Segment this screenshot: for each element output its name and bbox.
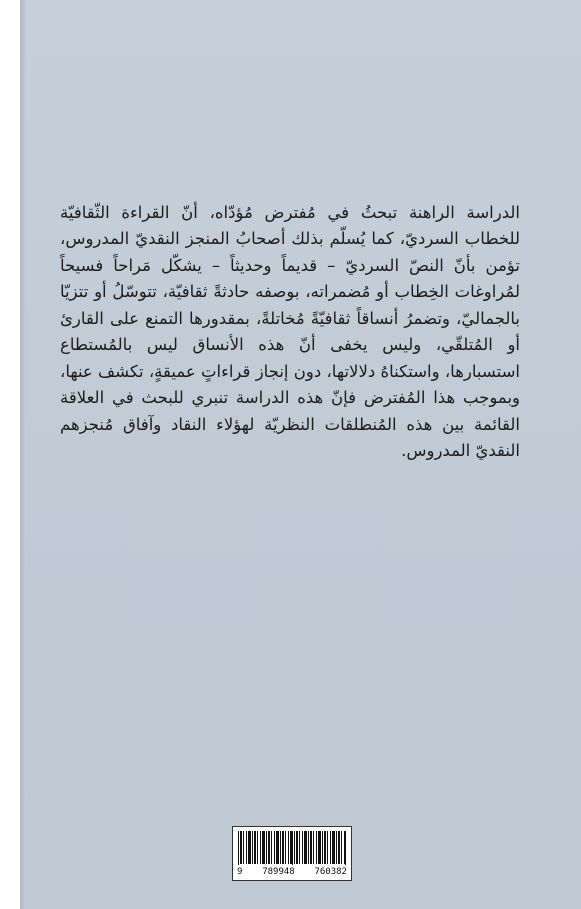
cover-binding-edge [20, 0, 26, 909]
barcode-digits-right: 760382 [314, 867, 347, 877]
barcode-digits [235, 865, 349, 879]
barcode-guard-left [238, 831, 239, 869]
blurb-text: الدراسة الراهنة تبحثُ في مُفترض مُؤدّاه، أنّ القراءة الثّقافيّة للخطاب السرديّ، كما يُسلّم بذلك أصحابُ المنجز النقديّ المدروس، تؤمن بأنّ النصّ السرديّ – قديماً وحديثاً – يشكّل مَراحاً فسيحاً لمُراوغات الخِطاب أو مُضمراته، بوصفه حادثةً ثقافيّة، تتوسّلُ أو تتزيّا بالجماليّ، وتضمرُ أنساقاً ثقافيّةً مُخاتلةً، بمقدورها التمنع على القارئ أو المُتلقّي، وليس يخفى أنّ هذه الأنساق ليس بالمُستطاع استسبارها، واستكناهُ دلالاتها، دون إنجاز قراءاتٍ عميقةٍ، تكشف عنها، وبموجب هذا المُفترض فإنّ هذه الدراسة تنبري للبحث في العلاقة القائمة بين هذه المُنطلقات النظريّة لهؤلاء النقاد وآفاق مُنجزهم النقديّ المدروس. [60, 202, 520, 460]
barcode-guard-right [345, 831, 346, 869]
barcode-digits-left: 789948 [262, 867, 295, 877]
barcode-digit-first: 9 [237, 867, 243, 877]
isbn-barcode [232, 826, 352, 881]
barcode-guard-center [292, 831, 293, 869]
